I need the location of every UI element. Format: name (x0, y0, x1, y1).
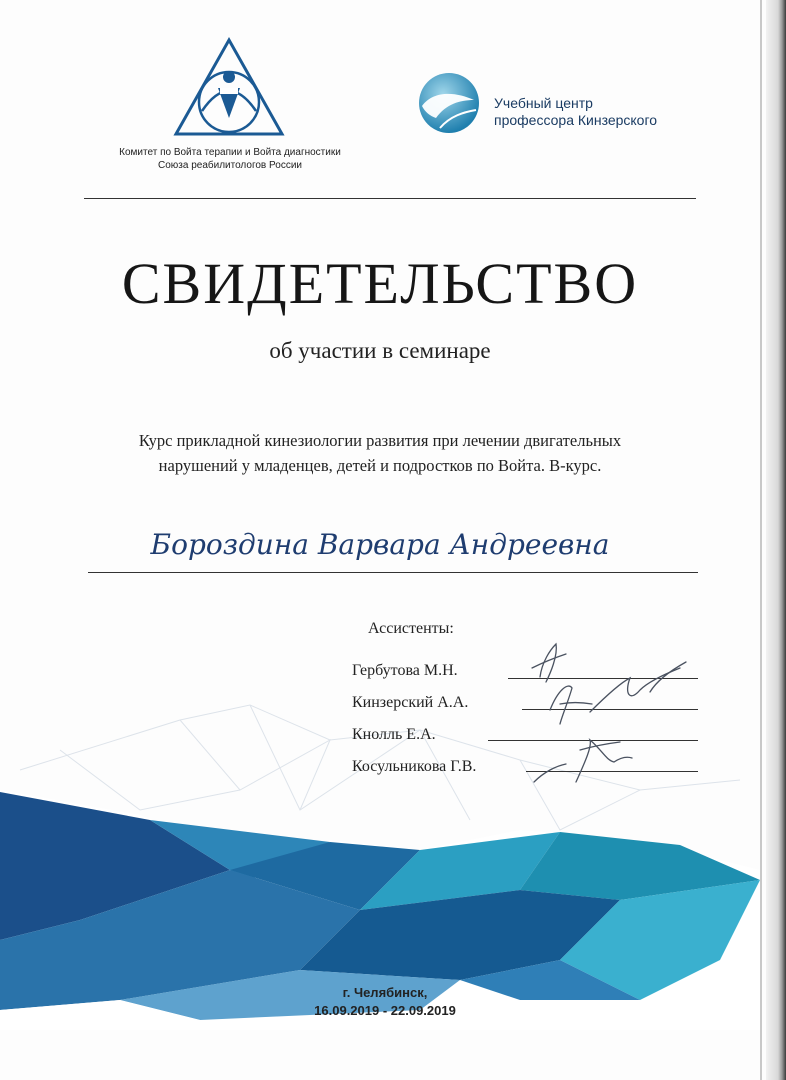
center-line-1: Учебный центр (494, 95, 593, 111)
certificate-subtitle: об участии в семинаре (269, 338, 491, 363)
assistant-name: Кнолль Е.А. (352, 726, 436, 743)
recipient-underline (88, 572, 698, 573)
footer-location-dates (0, 984, 770, 1020)
recipient-name: Бороздина Варвара Андреевна (150, 528, 610, 561)
header-divider (84, 198, 696, 199)
training-center-name (494, 95, 657, 129)
assistant-name: Косульникова Г.В. (352, 758, 477, 775)
footer-city: г. Челябинск, (342, 985, 428, 1000)
course-description (60, 428, 700, 478)
assistants-heading: Ассистенты: (368, 620, 454, 637)
scan-edge-line (760, 0, 762, 1080)
globe-swoosh-logo-icon (416, 70, 482, 136)
certificate-title: СВИДЕТЕЛЬСТВО (121, 251, 639, 316)
assistant-name: Гербутова М.Н. (352, 662, 458, 679)
triangle-person-logo-icon (172, 36, 286, 140)
committee-line-2: Союза реабилитологов России (158, 160, 302, 171)
signature-icon (510, 632, 710, 792)
committee-caption (60, 146, 400, 172)
scan-edge-shadow (766, 0, 786, 1080)
committee-line-1: Комитет по Войта терапии и Войта диагностики (119, 147, 341, 158)
center-line-2: профессора Кинзерского (494, 112, 658, 128)
course-line-2: нарушений у младенцев, детей и подростков по Войта. В-курс. (158, 456, 602, 475)
assistant-name: Кинзерский А.А. (352, 694, 469, 711)
footer-dates: 16.09.2019 - 22.09.2019 (314, 1003, 456, 1018)
course-line-1: Курс прикладной кинезиологии развития при лечении двигательных (138, 431, 622, 450)
